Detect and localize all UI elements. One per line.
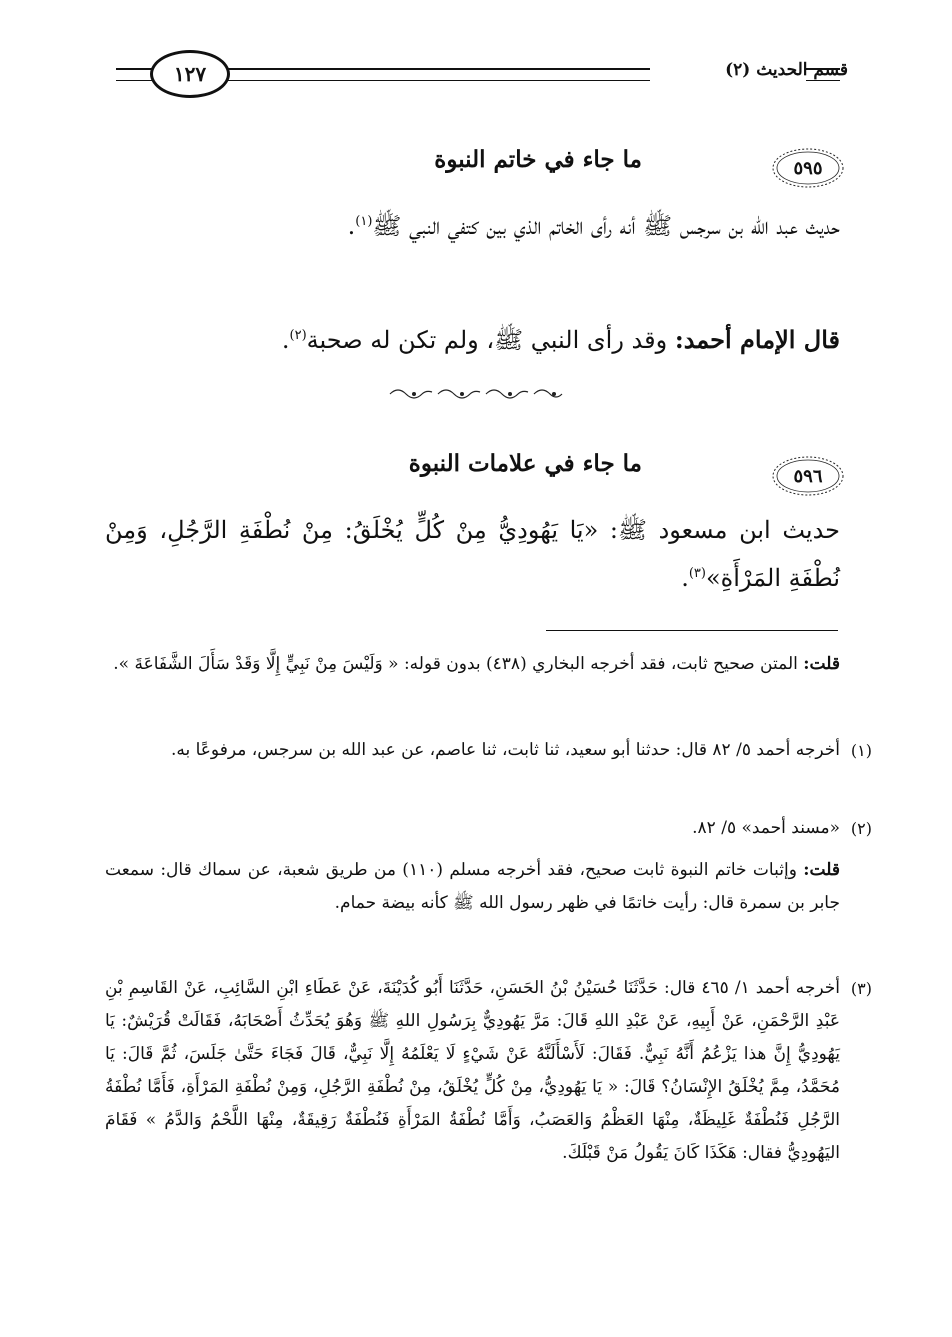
section-number-badge xyxy=(770,146,846,190)
hadith-text xyxy=(105,506,840,602)
hadith-end: . xyxy=(347,212,356,240)
running-title: قسم الحديث (٢) xyxy=(725,60,848,80)
commentary-label: قلت: xyxy=(803,654,840,674)
page-number xyxy=(150,50,230,98)
commentary-note xyxy=(105,854,840,920)
commentary-text: المتن صحيح ثابت، فقد أخرجه البخاري (٤٣٨) بدون قوله: « وَلَيْسَ مِنْ نَبِيٍّ إِلَّا وَقَدْ سَأَلَ الشَّفَاعَةَ ». xyxy=(113,654,798,674)
commentary-text: وإثبات خاتم النبوة ثابت صحيح، فقد أخرجه مسلم (١١٠) من طريق شعبة، عن سماك قال: سمعت جابر بن سمرة قال: رأيت خاتمًا في ظهر رسول الله ﷺ كأنه بيضة حمام. xyxy=(105,860,840,913)
footnote-number: (٢) xyxy=(850,819,872,838)
header-rule-middle-thin xyxy=(226,80,650,81)
footnote-ref: (٣) xyxy=(688,566,706,581)
hadith-body: حديث ابن مسعود ﷺ: «يَا يَهُودِيُّ مِنْ كُلٍّ يُخْلَقُ: مِنْ نُطْفَةِ الرَّجُلِ، وَمِنْ نُطْفَةِ المَرْأَةِ» xyxy=(105,516,840,592)
imam-end: . xyxy=(281,326,290,354)
header-rule-left xyxy=(116,68,154,70)
footnote-number: (٣) xyxy=(850,979,872,998)
hadith-text xyxy=(105,204,840,248)
hadith-end: . xyxy=(681,564,689,592)
footnote-ref: (٢) xyxy=(289,328,307,343)
header-rule-left-thin xyxy=(116,80,154,81)
imam-statement xyxy=(105,318,840,362)
section-number: ٥٩٥ xyxy=(793,157,823,179)
header-rule-middle xyxy=(226,68,650,70)
footnote xyxy=(105,812,872,845)
footnote-separator xyxy=(546,630,838,631)
footnote xyxy=(105,734,872,767)
ornament-divider-icon xyxy=(386,386,566,402)
section-title: ما جاء في خاتم النبوة xyxy=(434,146,642,173)
imam-label: قال الإمام أحمد: xyxy=(674,325,840,354)
footnote-text: أخرجه أحمد ٥/ ٨٢ قال: حدثنا أبو سعيد، ثنا ثابت، ثنا عاصم، عن عبد الله بن سرجس، مرفوعًا به. xyxy=(170,740,840,760)
footnote-text: أخرجه أحمد ١/ ٤٦٥ قال: حَدَّثَنَا حُسَيْنُ بْنُ الحَسَنِ، حَدَّثَنَا أَبُو كُدَيْنَةَ، عَنْ عَطَاءِ ابْنِ السَّائِبِ، عَنْ القَاسِمِ بْنِ عَبْدِ الرَّحْمَنِ، عَنْ أَبِيهِ، عَنْ عَبْدِ اللهِ قَالَ: مَرَّ يَهُودِيٌّ بِرَسُولِ اللهِ ﷺ وَهُوَ يُحَدِّثُ أَصْحَابَهُ، فَقَالَتْ قُرَيْشٌ: يَا يَهُودِيُّ إِنَّ هذا يَزْعُمُ أَنَّهُ نَبِيٌّ. فَقَالَ: لَأَسْأَلَنَّهُ عَنْ شَيْءٍ لَا يَعْلَمُهُ إِلَّا نَبِيٌّ، قَالَ فَجَاءَ حَتَّىٰ جَلَسَ، ثُمَّ قَالَ: يَا مُحَمَّدُ، مِمَّ يُخْلَقُ الإِنْسَانُ؟ قَالَ: « يَا يَهُودِيُّ، مِنْ كُلٍّ يُخْلَقُ، مِنْ نُطْفَةِ الرَّجُلِ، وَمِنْ نُطْفَةِ المَرْأَةِ، فَأَمَّا نُطْفَةُ الرَّجُلِ فَنُطْفَةٌ غَلِيظَةٌ، مِنْهَا العَظْمُ وَالعَصَبُ، وَأَمَّا نُطْفَةُ المَرْأَةِ فَنُطْفَةٌ رَقِيقَةٌ، مِنْهَا اللَّحْمُ وَالدَّمُ » فَقَامَ اليَهُودِيُّ فقال: هَكَذَا كَانَ يَقُولُ مَنْ قَبْلَكَ. xyxy=(105,978,840,1163)
footnote xyxy=(105,972,872,1170)
footnote-text: «مسند أحمد» ٥/ ٨٢. xyxy=(692,818,840,838)
section-title: ما جاء في علامات النبوة xyxy=(408,450,642,477)
footnote-ref: (١) xyxy=(355,214,373,229)
section-number: ٥٩٦ xyxy=(793,465,823,487)
section-number-badge xyxy=(770,454,846,498)
page-number-text: ١٢٧ xyxy=(173,62,207,86)
imam-text: وقد رأى النبي ﷺ، ولم تكن له صحبة xyxy=(306,326,668,354)
header-rule-right-thin xyxy=(806,80,840,81)
commentary-label: قلت: xyxy=(803,860,841,880)
commentary-note xyxy=(105,648,840,681)
hadith-body: حديث عبد الله بن سرجس ﷺ أنه رأى الخاتم الذي بين كتفي النبي ﷺ xyxy=(372,212,840,240)
footnote-number: (١) xyxy=(850,741,872,760)
